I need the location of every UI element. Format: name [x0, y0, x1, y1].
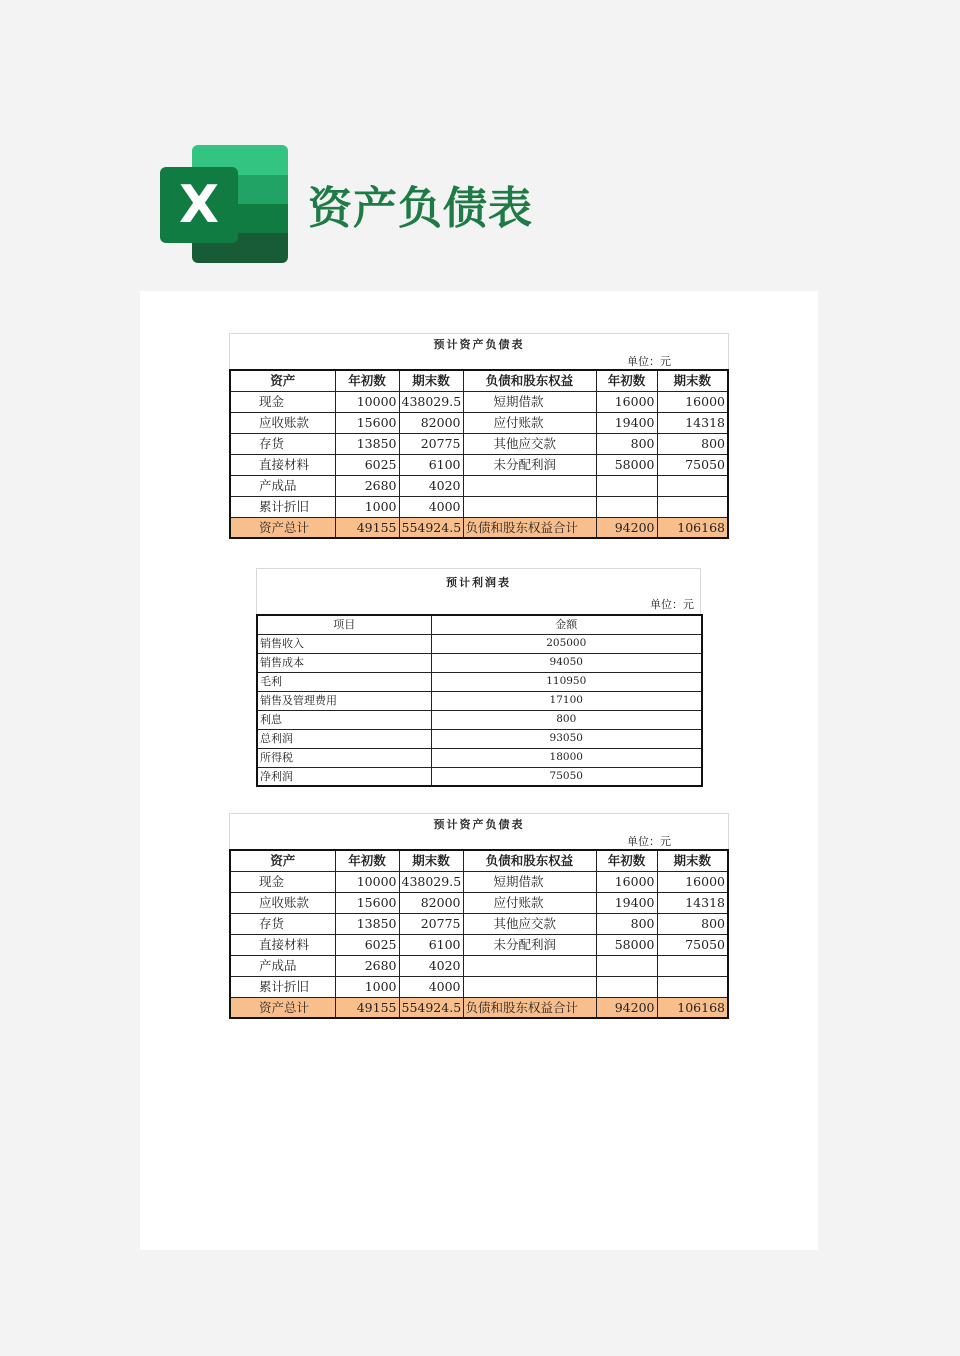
table-cell: 20775 — [399, 433, 463, 454]
balance-sheet-title: 预计资产负债表 — [229, 813, 729, 834]
table-row — [257, 691, 702, 710]
table-cell: 短期借款 — [463, 871, 596, 892]
table-cell: 49155 — [335, 517, 399, 538]
table-cell: 16000 — [596, 391, 657, 412]
table-cell: 75050 — [657, 934, 728, 955]
excel-logo-letter: X — [160, 167, 238, 243]
table-cell: 93050 — [431, 729, 702, 748]
table-cell — [657, 496, 728, 517]
table-cell: 销售收入 — [257, 634, 431, 653]
table-row — [230, 976, 728, 997]
table-row — [230, 913, 728, 934]
table-cell: 2680 — [335, 955, 399, 976]
table-row — [230, 475, 728, 496]
table-cell: 14318 — [657, 412, 728, 433]
table-row — [257, 729, 702, 748]
table-cell: 14318 — [657, 892, 728, 913]
table-cell — [596, 955, 657, 976]
income-statement — [256, 568, 701, 787]
table-cell: 16000 — [657, 871, 728, 892]
table-row — [257, 748, 702, 767]
table-cell: 16000 — [657, 391, 728, 412]
table-cell: 554924.5 — [399, 997, 463, 1018]
table-cell: 应收账款 — [230, 892, 335, 913]
table-cell: 资产总计 — [230, 997, 335, 1018]
table-row — [230, 496, 728, 517]
table-cell: 直接材料 — [230, 934, 335, 955]
table-cell — [657, 475, 728, 496]
table-cell — [657, 955, 728, 976]
table-cell: 554924.5 — [399, 517, 463, 538]
table-cell: 产成品 — [230, 475, 335, 496]
table-cell: 49155 — [335, 997, 399, 1018]
column-header: 金额 — [431, 615, 702, 634]
table-cell: 净利润 — [257, 767, 431, 786]
balance-sheet-table — [229, 849, 729, 1019]
table-cell: 438029.5 — [399, 391, 463, 412]
table-row — [230, 433, 728, 454]
table-cell: 19400 — [596, 412, 657, 433]
table-cell: 19400 — [596, 892, 657, 913]
table-row — [257, 653, 702, 672]
table-cell: 106168 — [657, 997, 728, 1018]
table-cell: 800 — [596, 433, 657, 454]
column-header: 期末数 — [657, 850, 728, 871]
balance-sheet-title: 预计资产负债表 — [229, 333, 729, 354]
table-cell: 6100 — [399, 454, 463, 475]
table-cell: 13850 — [335, 433, 399, 454]
table-cell: 82000 — [399, 892, 463, 913]
table-cell: 1000 — [335, 496, 399, 517]
table-cell: 205000 — [431, 634, 702, 653]
table-cell: 存货 — [230, 433, 335, 454]
table-row — [230, 454, 728, 475]
table-cell: 4020 — [399, 955, 463, 976]
table-cell: 20775 — [399, 913, 463, 934]
column-header: 期末数 — [399, 370, 463, 391]
table-cell: 82000 — [399, 412, 463, 433]
income-statement-unit: 单位：元 — [256, 595, 701, 614]
table-cell: 累计折旧 — [230, 976, 335, 997]
table-cell: 存货 — [230, 913, 335, 934]
table-cell: 58000 — [596, 934, 657, 955]
table-cell: 4020 — [399, 475, 463, 496]
table-cell: 6025 — [335, 934, 399, 955]
income-statement-title: 预计利润表 — [256, 568, 701, 595]
balance-sheet — [229, 333, 729, 539]
balance-sheet-2 — [229, 813, 729, 1019]
table-cell: 4000 — [399, 976, 463, 997]
table-header-row — [230, 370, 728, 391]
balance-sheet-table — [229, 369, 729, 539]
column-header: 期末数 — [657, 370, 728, 391]
table-cell — [596, 475, 657, 496]
table-cell: 毛利 — [257, 672, 431, 691]
column-header: 资产 — [230, 850, 335, 871]
table-cell — [463, 976, 596, 997]
table-cell: 总利润 — [257, 729, 431, 748]
table-cell: 800 — [596, 913, 657, 934]
table-cell: 15600 — [335, 412, 399, 433]
table-cell: 应付账款 — [463, 892, 596, 913]
table-row — [230, 412, 728, 433]
table-cell: 10000 — [335, 391, 399, 412]
table-cell: 未分配利润 — [463, 934, 596, 955]
excel-logo-icon — [160, 145, 288, 263]
table-cell: 现金 — [230, 871, 335, 892]
table-row — [257, 634, 702, 653]
table-cell: 94200 — [596, 997, 657, 1018]
table-cell: 18000 — [431, 748, 702, 767]
table-row — [230, 955, 728, 976]
table-cell: 6025 — [335, 454, 399, 475]
table-cell: 10000 — [335, 871, 399, 892]
table-row — [230, 892, 728, 913]
column-header: 年初数 — [596, 370, 657, 391]
table-cell: 短期借款 — [463, 391, 596, 412]
table-row — [257, 672, 702, 691]
table-cell: 利息 — [257, 710, 431, 729]
table-cell: 17100 — [431, 691, 702, 710]
table-cell: 13850 — [335, 913, 399, 934]
column-header: 期末数 — [399, 850, 463, 871]
table-cell: 75050 — [657, 454, 728, 475]
table-cell — [463, 475, 596, 496]
table-cell: 4000 — [399, 496, 463, 517]
table-cell: 未分配利润 — [463, 454, 596, 475]
table-cell: 所得税 — [257, 748, 431, 767]
income-statement-table — [256, 614, 703, 787]
table-cell: 800 — [657, 913, 728, 934]
balance-sheet-unit: 单位：元 — [229, 354, 729, 369]
column-header: 负债和股东权益 — [463, 370, 596, 391]
table-cell: 58000 — [596, 454, 657, 475]
table-cell: 6100 — [399, 934, 463, 955]
column-header: 年初数 — [335, 850, 399, 871]
table-cell: 应收账款 — [230, 412, 335, 433]
table-cell: 负债和股东权益合计 — [463, 517, 596, 538]
table-cell — [657, 976, 728, 997]
table-cell: 110950 — [431, 672, 702, 691]
total-row — [230, 997, 728, 1018]
table-cell: 产成品 — [230, 955, 335, 976]
balance-sheet-unit: 单位：元 — [229, 834, 729, 849]
page-title: 资产负债表 — [308, 183, 533, 234]
table-cell: 销售及管理费用 — [257, 691, 431, 710]
table-cell: 106168 — [657, 517, 728, 538]
table-cell: 75050 — [431, 767, 702, 786]
table-cell: 800 — [657, 433, 728, 454]
table-cell — [596, 496, 657, 517]
column-header: 年初数 — [335, 370, 399, 391]
table-row — [230, 871, 728, 892]
column-header: 负债和股东权益 — [463, 850, 596, 871]
table-cell: 94050 — [431, 653, 702, 672]
table-cell: 应付账款 — [463, 412, 596, 433]
table-cell — [463, 955, 596, 976]
table-row — [230, 934, 728, 955]
table-cell: 16000 — [596, 871, 657, 892]
table-header-row — [230, 850, 728, 871]
table-cell: 累计折旧 — [230, 496, 335, 517]
table-row — [257, 710, 702, 729]
table-cell: 销售成本 — [257, 653, 431, 672]
table-row — [230, 391, 728, 412]
table-cell: 438029.5 — [399, 871, 463, 892]
table-cell — [463, 496, 596, 517]
column-header: 资产 — [230, 370, 335, 391]
table-cell: 资产总计 — [230, 517, 335, 538]
table-cell: 15600 — [335, 892, 399, 913]
total-row — [230, 517, 728, 538]
table-cell: 现金 — [230, 391, 335, 412]
table-cell: 负债和股东权益合计 — [463, 997, 596, 1018]
column-header: 项目 — [257, 615, 431, 634]
table-cell: 1000 — [335, 976, 399, 997]
table-cell: 2680 — [335, 475, 399, 496]
table-cell: 其他应交款 — [463, 913, 596, 934]
table-row — [257, 767, 702, 786]
table-cell: 直接材料 — [230, 454, 335, 475]
table-cell: 其他应交款 — [463, 433, 596, 454]
table-cell: 94200 — [596, 517, 657, 538]
table-cell: 800 — [431, 710, 702, 729]
table-cell — [596, 976, 657, 997]
table-header-row — [257, 615, 702, 634]
column-header: 年初数 — [596, 850, 657, 871]
